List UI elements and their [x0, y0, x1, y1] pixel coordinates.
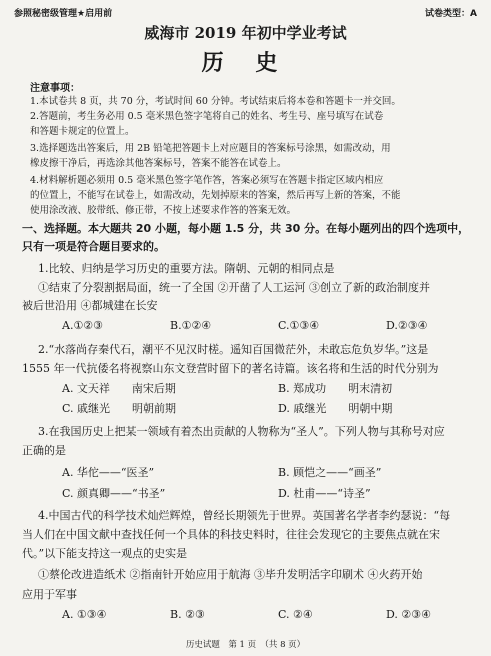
note-line: 橡皮擦干净后，再选涂其他答案标号，答案不能答在试卷上。 — [30, 158, 287, 169]
q4-option-a: A. ①③④ — [62, 608, 107, 621]
q4-option-b: B. ②③ — [170, 608, 205, 621]
section-heading-line: 一、选择题。本大题共 20 小题，每小题 1.5 分，共 30 分。在每小题列出的四个选项中， — [22, 222, 470, 235]
note-line: 1.本试卷共 8 页，共 70 分，考试时间 60 分钟。考试结束后将本卷和答题卡一并交回。 — [30, 96, 401, 107]
note-line: 和答题卡规定的位置上。 — [30, 126, 135, 137]
section-heading-line: 只有一项是符合题目要求的。 — [22, 240, 165, 253]
q1-stem: 1.比较、归纳是学习历史的重要方法。隋朝、元朝的相同点是 — [38, 262, 335, 275]
q1-option-a: A.①②③ — [62, 319, 104, 332]
q4-items: ①蔡伦改进造纸术 ②指南针开始应用于航海 ③毕升发明活字印刷术 ④火药开始 — [38, 568, 423, 581]
q4-option-d: D. ②③④ — [386, 608, 432, 621]
paper-type-label: 试卷类型：A — [425, 9, 477, 19]
q1-items: 被后世沿用 ④都城建在长安 — [22, 299, 158, 312]
q3-option-b: B. 顾恺之——“画圣” — [278, 466, 382, 479]
q3-option-a: A. 华佗——“医圣” — [62, 466, 155, 479]
q1-option-b: B.①②④ — [170, 319, 212, 332]
note-line: 的位置上，不能写在试卷上，如需改动，先划掉原来的答案，然后再写上新的答案，不能 — [30, 190, 401, 201]
q1-option-c: C.①③④ — [278, 319, 320, 332]
q3-option-c: C. 颜真卿——“书圣” — [62, 487, 166, 500]
q4-stem: 代。”以下能支持这一观点的史实是 — [22, 547, 188, 560]
note-line: 2.答题前，考生务必用 0.5 毫米黑色签字笔将自己的姓名、考生号、座号填写在试卷 — [30, 111, 384, 122]
note-line: 使用涂改液、胶带纸、修正带，不按上述要求作答的答案无效。 — [30, 205, 297, 216]
q2-option-d: D. 戚继光 明朝中期 — [278, 402, 393, 415]
q1-option-d: D.②③④ — [386, 319, 428, 332]
q1-items: ①结束了分裂割据局面，统一了全国 ②开凿了人工运河 ③创立了新的政治制度并 — [38, 281, 430, 294]
confidential-label: 参照秘密级管理★启用前 — [14, 9, 113, 19]
q3-stem: 3.在我国历史上把某一领域有着杰出贡献的人物称为“圣人”。下列人物与其称号对应 — [38, 425, 445, 438]
notes-heading: 注意事项： — [30, 83, 80, 94]
q2-option-b: B. 郑成功 明末清初 — [278, 382, 393, 395]
q2-stem: 2.“水落尚存秦代石，潮平不见汉时槎。遥知百国微茫外，未敢忘危负岁华。”这是 — [38, 343, 429, 356]
subject-title: 历 史 — [201, 50, 290, 76]
q2-stem: 1555 年一代抗倭名将视察山东文登营时留下的著名诗篇。该名将和生活的时代分别为 — [22, 362, 439, 375]
exam-title: 威海市 2019 年初中学业考试 — [144, 24, 347, 42]
note-line: 3.选择题选出答案后，用 2B 铅笔把答题卡上对应题目的答案标号涂黑，如需改动，用 — [30, 143, 391, 154]
page-footer: 历史试题 第 1 页 （共 8 页） — [185, 640, 306, 650]
top-bar — [14, 6, 477, 20]
note-line: 4.材料解析题必须用 0.5 毫米黑色签字笔作答，答案必须写在答题卡指定区域内相应 — [30, 175, 384, 186]
q2-option-a: A. 文天祥 南宋后期 — [62, 382, 176, 395]
q4-option-c: C. ②④ — [278, 608, 313, 621]
q4-stem: 当人们在中国文献中查找任何一个具体的科技史料时，往往会发现它的主要焦点就在宋 — [22, 528, 440, 541]
q2-option-c: C. 戚继光 明朝前期 — [62, 402, 177, 415]
q3-stem: 正确的是 — [22, 444, 66, 457]
q3-option-d: D. 杜甫——“诗圣” — [278, 487, 371, 500]
q4-items: 应用于军事 — [22, 588, 77, 601]
q4-stem: 4.中国古代的科学技术灿烂辉煌，曾经长期领先于世界。英国著名学者李约瑟说：“每 — [38, 509, 451, 522]
